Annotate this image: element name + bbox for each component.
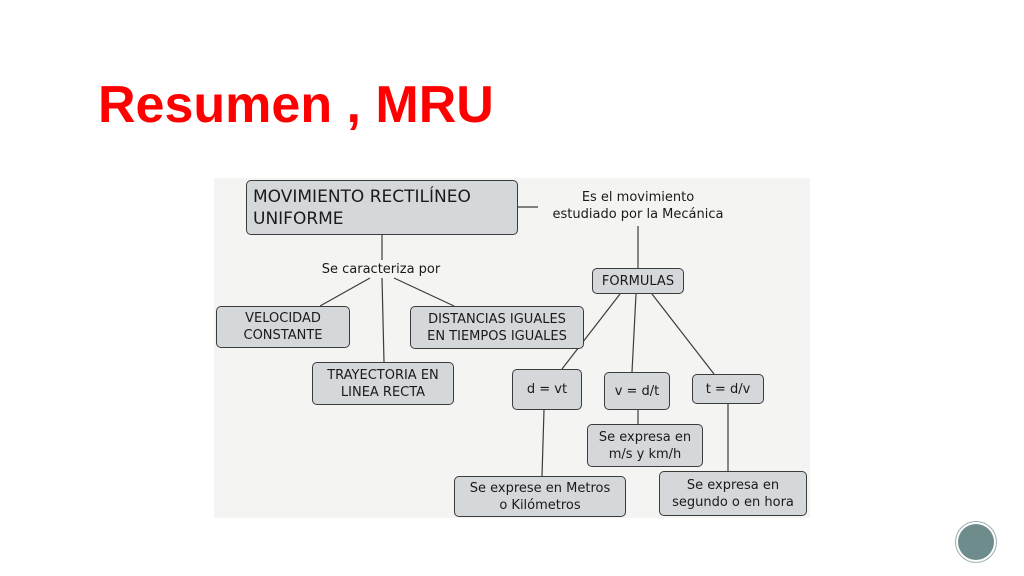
slide-number-badge <box>958 524 994 560</box>
node-formulas: FORMULAS <box>592 268 684 294</box>
node-velocidad-constante: VELOCIDAD CONSTANTE <box>216 306 350 348</box>
node-unit-v: Se expresa en m/s y km/h <box>587 424 703 467</box>
slide-title: Resumen , MRU <box>98 76 494 134</box>
node-formula-d: d = vt <box>512 369 582 410</box>
node-formula-v: v = d/t <box>604 372 670 410</box>
node-trayectoria: TRAYECTORIA EN LINEA RECTA <box>312 362 454 405</box>
root-node: MOVIMIENTO RECTILÍNEO UNIFORME <box>246 180 518 235</box>
node-unit-d: Se exprese en Metros o Kilómetros <box>454 476 626 517</box>
node-distancias: DISTANCIAS IGUALES EN TIEMPOS IGUALES <box>410 306 584 349</box>
characterized-label: Se caracteriza por <box>321 262 441 277</box>
node-formula-t: t = d/v <box>692 374 764 404</box>
concept-map <box>214 178 810 518</box>
definition-text: Es el movimiento estudiado por la Mecánica <box>552 190 724 222</box>
node-unit-t: Se expresa en segundo o en hora <box>659 471 807 516</box>
